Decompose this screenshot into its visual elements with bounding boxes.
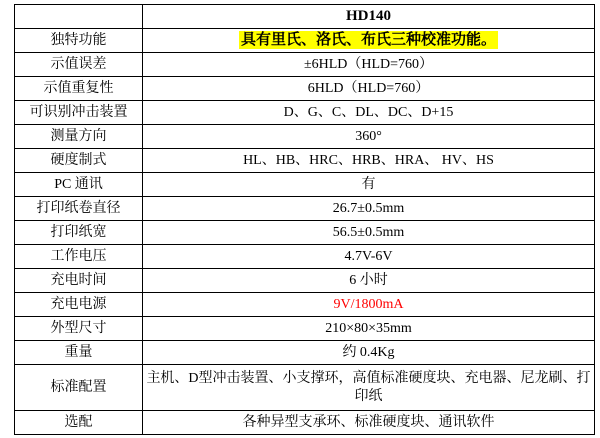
table-row bbox=[15, 29, 595, 53]
spec-label: PC 通讯 bbox=[15, 173, 143, 197]
header-empty-cell bbox=[15, 5, 143, 29]
spec-value: ±6HLD（HLD=760） bbox=[143, 53, 595, 77]
table-row bbox=[15, 77, 595, 101]
spec-label: 选配 bbox=[15, 411, 143, 435]
spec-table bbox=[14, 4, 595, 435]
spec-value: 有 bbox=[143, 173, 595, 197]
spec-value: 各种异型支承环、标准硬度块、通讯软件 bbox=[143, 411, 595, 435]
table-row bbox=[15, 197, 595, 221]
spec-label: 独特功能 bbox=[15, 29, 143, 53]
spec-value: 主机、D型冲击装置、小支撑环，高值标准硬度块、充电器、尼龙刷、打印纸 bbox=[143, 365, 595, 411]
spec-value: HL、HB、HRC、HRB、HRA、 HV、HS bbox=[143, 149, 595, 173]
spec-value: 6 小时 bbox=[143, 269, 595, 293]
table-row bbox=[15, 149, 595, 173]
table-header-row bbox=[15, 5, 595, 29]
product-model-header: HD140 bbox=[143, 5, 595, 29]
spec-value bbox=[143, 29, 595, 53]
spec-label: 充电电源 bbox=[15, 293, 143, 317]
spec-value: 56.5±0.5mm bbox=[143, 221, 595, 245]
table-row bbox=[15, 125, 595, 149]
spec-label: 标准配置 bbox=[15, 365, 143, 411]
spec-label: 打印纸卷直径 bbox=[15, 197, 143, 221]
spec-label: 打印纸宽 bbox=[15, 221, 143, 245]
spec-label: 测量方向 bbox=[15, 125, 143, 149]
table-row bbox=[15, 101, 595, 125]
table-row bbox=[15, 411, 595, 435]
spec-label: 硬度制式 bbox=[15, 149, 143, 173]
spec-label: 工作电压 bbox=[15, 245, 143, 269]
table-row bbox=[15, 245, 595, 269]
spec-label: 示值重复性 bbox=[15, 77, 143, 101]
spec-value: 4.7V-6V bbox=[143, 245, 595, 269]
spec-value: 6HLD（HLD=760） bbox=[143, 77, 595, 101]
spec-value: D、G、C、DL、DC、D+15 bbox=[143, 101, 595, 125]
spec-label: 重量 bbox=[15, 341, 143, 365]
table-row bbox=[15, 173, 595, 197]
spec-label: 外型尺寸 bbox=[15, 317, 143, 341]
table-row bbox=[15, 365, 595, 411]
table-row bbox=[15, 269, 595, 293]
spec-value: 约 0.4Kg bbox=[143, 341, 595, 365]
spec-label: 充电时间 bbox=[15, 269, 143, 293]
spec-label: 示值误差 bbox=[15, 53, 143, 77]
spec-label: 可识别冲击装置 bbox=[15, 101, 143, 125]
spec-value-charging-power: 9V/1800mA bbox=[143, 293, 595, 317]
table-row bbox=[15, 317, 595, 341]
spec-value: 210×80×35mm bbox=[143, 317, 595, 341]
highlighted-feature-text: 具有里氏、洛氏、布氏三种校准功能。 bbox=[240, 32, 496, 49]
spec-value: 26.7±0.5mm bbox=[143, 197, 595, 221]
table-row bbox=[15, 341, 595, 365]
table-row bbox=[15, 293, 595, 317]
spec-value: 360° bbox=[143, 125, 595, 149]
table-row bbox=[15, 221, 595, 245]
table-row bbox=[15, 53, 595, 77]
